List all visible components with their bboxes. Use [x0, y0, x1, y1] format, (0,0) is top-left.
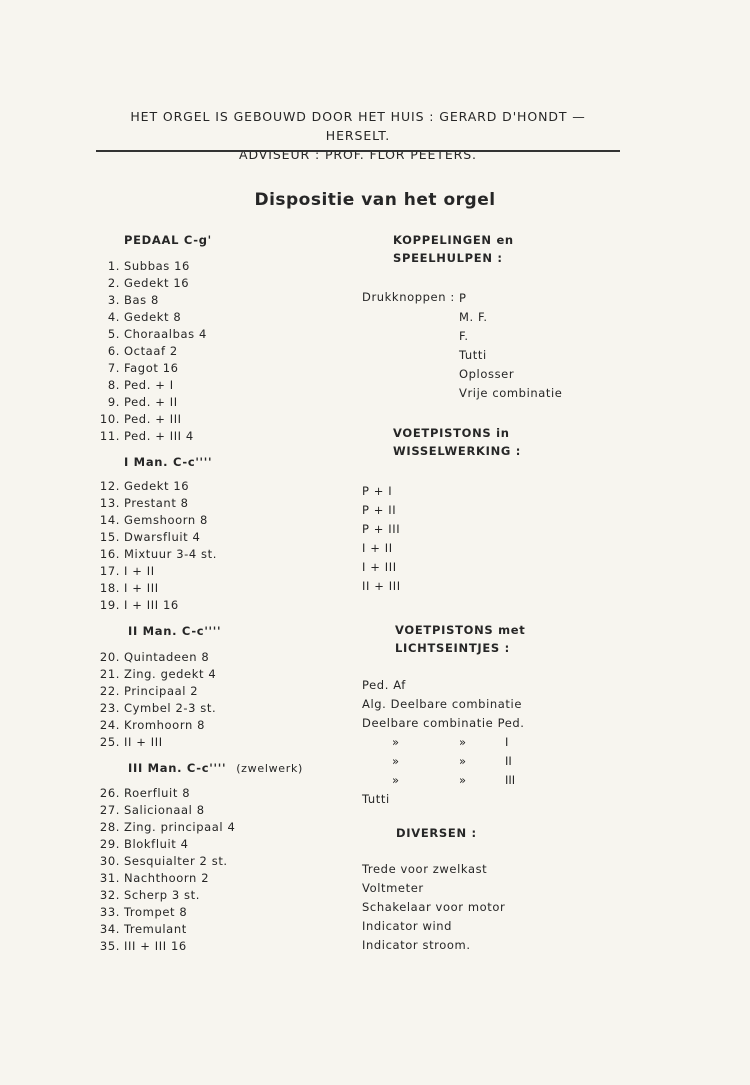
stop-name: Mixtuur 3-4 st. — [124, 547, 217, 561]
stop-number: 26. — [99, 786, 120, 800]
stop-number: 13. — [99, 496, 120, 510]
stop-number: 34. — [99, 922, 120, 936]
stop-number: 6. — [107, 344, 120, 358]
stop-item — [107, 360, 207, 377]
stop-item — [99, 428, 207, 445]
stop-name: Scherp 3 st. — [124, 888, 200, 902]
licht-line: Alg. Deelbare combinatie — [362, 697, 522, 711]
drukknop-item: M. F. — [459, 310, 488, 324]
stop-item — [99, 649, 216, 666]
stop-name: Gedekt 16 — [124, 479, 190, 493]
stop-item — [99, 512, 217, 529]
drukknoppen-label: Drukknoppen : — [362, 290, 455, 304]
stop-name: Nachthoorn 2 — [124, 871, 210, 885]
stop-name: Gemshoorn 8 — [124, 513, 208, 527]
stop-item — [107, 275, 207, 292]
stop-name: Ped. + I — [124, 378, 174, 392]
stop-name: Dwarsfluit 4 — [124, 530, 201, 544]
ditto-c: III — [505, 773, 516, 787]
licht-line: Deelbare combinatie Ped. — [362, 716, 525, 730]
stop-name: Choraalbas 4 — [124, 327, 207, 341]
stop-item — [99, 734, 216, 751]
stop-number: 21. — [99, 667, 120, 681]
stop-item — [99, 529, 217, 546]
ditto-b: » — [459, 773, 467, 787]
wissel-item: P + I — [362, 484, 393, 498]
stop-name: Ped. + III 4 — [124, 429, 194, 443]
voetpistons-licht-title-2: LICHTSEINTJES : — [395, 641, 510, 655]
stop-name: Sesquialter 2 st. — [124, 854, 228, 868]
stop-name: III + III 16 — [124, 939, 187, 953]
stop-item — [107, 394, 207, 411]
stop-number: 20. — [99, 650, 120, 664]
header-advisor-line: ADVISEUR : PROF. FLOR PEETERS. — [239, 147, 477, 162]
man3-list — [99, 785, 236, 955]
stop-number: 5. — [107, 327, 120, 341]
stop-number: 29. — [99, 837, 120, 851]
pedaal-title: PEDAAL C-g' — [124, 233, 212, 247]
wissel-item: I + III — [362, 560, 397, 574]
stop-name: Prestant 8 — [124, 496, 189, 510]
stop-item — [99, 921, 235, 938]
stop-number: 23. — [99, 701, 120, 715]
stop-name: Gedekt 8 — [124, 310, 182, 324]
stop-number: 18. — [99, 581, 120, 595]
stop-number: 22. — [99, 684, 120, 698]
stop-number: 35. — [99, 939, 120, 953]
wissel-item: I + II — [362, 541, 393, 555]
diversen-item: Voltmeter — [362, 881, 424, 895]
ditto-c: I — [505, 735, 509, 749]
stop-item — [99, 938, 235, 955]
stop-number: 25. — [99, 735, 120, 749]
stop-name: I + II — [124, 564, 155, 578]
stop-item — [99, 819, 236, 836]
stop-number: 2. — [107, 276, 120, 290]
stop-item — [99, 495, 217, 512]
stop-item — [99, 904, 235, 921]
koppelingen-title-1: KOPPELINGEN en — [393, 233, 514, 247]
drukknop-item: P — [459, 291, 467, 305]
drukknop-item: F. — [459, 329, 469, 343]
wissel-item: P + III — [362, 522, 401, 536]
stop-name: Zing. gedekt 4 — [124, 667, 217, 681]
stop-number: 1. — [107, 259, 120, 273]
voetpistons-licht-lines — [362, 676, 525, 733]
stop-number: 7. — [107, 361, 120, 375]
man3-title-text: III Man. C-c'''' — [128, 761, 227, 775]
header-rule — [96, 150, 620, 152]
stop-number: 3. — [107, 293, 120, 307]
wissel-item: II + III — [362, 579, 401, 593]
man1-list — [99, 478, 217, 614]
stop-number: 24. — [99, 718, 120, 732]
stop-number: 14. — [99, 513, 120, 527]
stop-name: I + III 16 — [124, 598, 179, 612]
ditto-a: » — [392, 735, 400, 749]
diversen-item: Indicator wind — [362, 919, 453, 933]
stop-number: 28. — [99, 820, 120, 834]
stop-number: 4. — [107, 310, 120, 324]
stop-item — [107, 309, 207, 326]
stop-number: 31. — [99, 871, 120, 885]
stop-name: Octaaf 2 — [124, 344, 178, 358]
stop-item — [99, 580, 217, 597]
stop-number: 17. — [99, 564, 120, 578]
stop-name: Trompet 8 — [124, 905, 188, 919]
stop-item — [99, 870, 235, 887]
stop-number: 19. — [99, 598, 120, 612]
stop-item — [107, 326, 207, 343]
ditto-a: » — [392, 754, 400, 768]
stop-number: 10. — [99, 412, 120, 426]
stop-number: 8. — [107, 378, 120, 392]
stop-item — [99, 563, 217, 580]
drukknop-item: Vrije combinatie — [459, 386, 563, 400]
stop-item — [99, 717, 216, 734]
diversen-item: Schakelaar voor motor — [362, 900, 506, 914]
stop-item — [99, 802, 235, 819]
stop-number: 9. — [107, 395, 120, 409]
stop-name: Ped. + II — [124, 395, 178, 409]
stop-name: Blokfluit 4 — [124, 837, 189, 851]
koppelingen-title-2: SPEELHULPEN : — [393, 251, 503, 265]
stop-item — [99, 887, 235, 904]
pedaal-list — [99, 258, 207, 445]
header — [96, 107, 620, 164]
stop-name: Ped. + III — [124, 412, 182, 426]
stop-name: Kromhoorn 8 — [124, 718, 206, 732]
man2-list — [99, 649, 217, 751]
stop-item — [99, 666, 217, 683]
stop-number: 33. — [99, 905, 120, 919]
ditto-c: II — [505, 754, 512, 768]
man3-subtitle: (zwelwerk) — [236, 762, 304, 775]
ditto-a: » — [392, 773, 400, 787]
stop-number: 11. — [99, 429, 120, 443]
stop-name: Salicionaal 8 — [124, 803, 205, 817]
man1-title: I Man. C-c'''' — [124, 455, 213, 469]
header-builder-line: HET ORGEL IS GEBOUWD DOOR HET HUIS : GERARD D'HONDT — HERSELT. — [130, 109, 586, 143]
stop-name: Tremulant — [124, 922, 187, 936]
ditto-b: » — [459, 754, 467, 768]
man2-title: II Man. C-c'''' — [128, 624, 222, 638]
stop-name: I + III — [124, 581, 159, 595]
stop-item — [99, 700, 217, 717]
drukknop-item: Oplosser — [459, 367, 515, 381]
stop-item — [99, 683, 216, 700]
stop-name: Fagot 16 — [124, 361, 179, 375]
man3-title — [128, 761, 303, 775]
licht-line: Ped. Af — [362, 678, 406, 692]
stop-name: Quintadeen 8 — [124, 650, 210, 664]
stop-item — [99, 411, 207, 428]
stop-name: Principaal 2 — [124, 684, 199, 698]
tutti-label: Tutti — [362, 792, 390, 806]
stop-name: Gedekt 16 — [124, 276, 190, 290]
stop-item — [107, 377, 207, 394]
wissel-item: P + II — [362, 503, 397, 517]
stop-number: 15. — [99, 530, 120, 544]
stop-name: Bas 8 — [124, 293, 159, 307]
stop-number: 32. — [99, 888, 120, 902]
stop-item — [99, 546, 217, 563]
voetpistons-wissel-list — [362, 482, 401, 596]
stop-name: Zing. principaal 4 — [124, 820, 236, 834]
diversen-list — [362, 860, 505, 955]
stop-item — [107, 292, 207, 309]
stop-name: Roerfluit 8 — [124, 786, 191, 800]
diversen-item: Trede voor zwelkast — [362, 862, 488, 876]
stop-item — [99, 785, 235, 802]
drukknop-item: Tutti — [459, 348, 487, 362]
stop-name: Cymbel 2-3 st. — [124, 701, 217, 715]
stop-item — [99, 597, 217, 614]
voetpistons-licht-title-1: VOETPISTONS met — [395, 623, 526, 637]
ditto-b: » — [459, 735, 467, 749]
stop-item — [99, 836, 235, 853]
stop-number: 16. — [99, 547, 120, 561]
stop-name: Subbas 16 — [124, 259, 190, 273]
diversen-item: Indicator stroom. — [362, 938, 471, 952]
stop-item — [107, 343, 207, 360]
drukknoppen-list — [459, 289, 563, 403]
stop-item — [99, 853, 235, 870]
page-title: Dispositie van het orgel — [254, 190, 496, 210]
stop-item — [99, 478, 217, 495]
stop-name: II + III — [124, 735, 163, 749]
diversen-title: DIVERSEN : — [396, 826, 477, 840]
voetpistons-wissel-title-1: VOETPISTONS in — [393, 426, 510, 440]
stop-number: 12. — [99, 479, 120, 493]
stop-number: 27. — [99, 803, 120, 817]
voetpistons-wissel-title-2: WISSELWERKING : — [393, 444, 522, 458]
stop-item — [107, 258, 207, 275]
stop-number: 30. — [99, 854, 120, 868]
